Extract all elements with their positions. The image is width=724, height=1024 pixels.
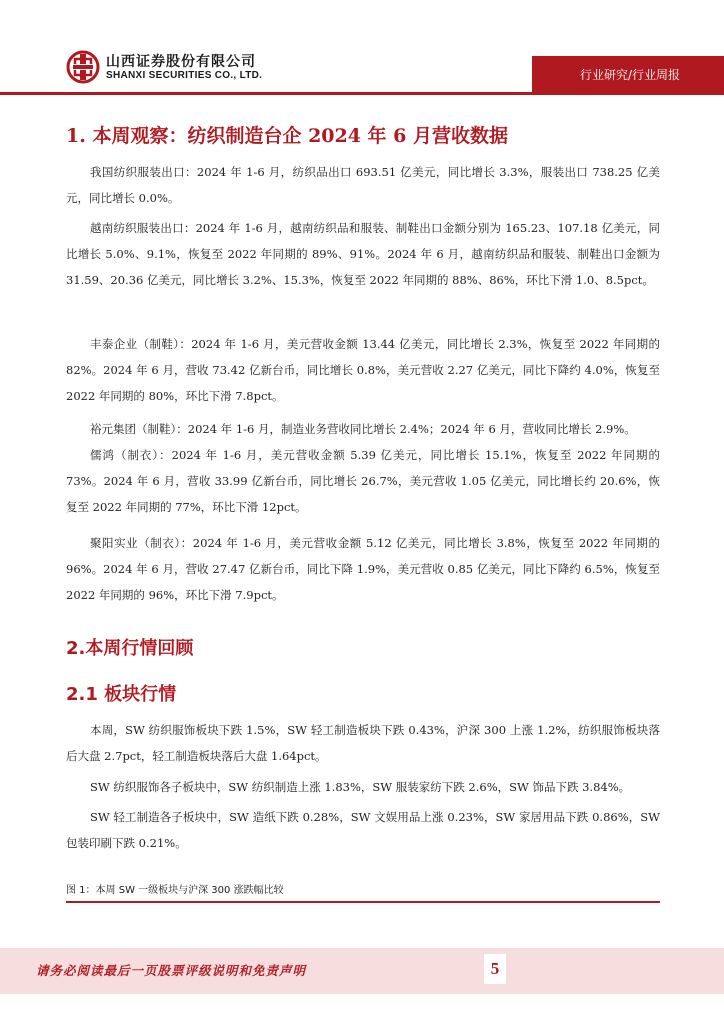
page-footer [0,948,724,994]
figure-divider [66,901,660,903]
paragraph-sector-overview: 本周，SW 纺织服饰板块下跌 1.5%，SW 轻工制造板块下跌 0.43%，沪深 300 上涨 1.2%，纺织服饰板块落后大盘 2.7pct，轻工制造板块落后大盘 1.64pct。 [66,723,660,763]
page-number: 5 [484,954,506,984]
section-2-title: 2.本周行情回顾 [66,638,194,659]
paragraph-light-industry-subsectors: SW 轻工制造各子板块中，SW 造纸下跌 0.28%，SW 文娱用品上涨 0.23%，SW 家居用品下跌 0.86%，SW 包装印刷下跌 0.21%。 [66,810,660,850]
section-1-title: 1. 本周观察：纺织制造台企 2024 年 6 月营收数据 [66,125,509,147]
page-header [0,0,724,96]
company-name-en: SHANXI SECURITIES CO., LTD. [106,70,263,81]
paragraph-eclat: 儒鸿（制衣）：2024 年 1-6 月，美元营收金额 5.39 亿美元，同比增长 15.1%，恢复至 2022 年同期的 73%。2024 年 6 月，营收 33.99 亿新台币，同比增长 26.7%，美元营收 1.05 亿美元，同比增长约 20.6%，恢复至 2022 年同期的 77%，环比下滑 12pct。 [66,448,660,514]
paragraph-feng-tay: 丰泰企业（制鞋）：2024 年 1-6 月，美元营收金额 13.44 亿美元，同比增长 2.3%，恢复至 2022 年同期的 82%。2024 年 6 月，营收 73.42 亿新台币，同比增长 0.8%，美元营收 2.27 亿美元，同比下降约 4.0%，恢复至 2022 年同期的 80%，环比下滑 7.8pct。 [66,337,660,403]
disclaimer-text: 请务必阅读最后一页股票评级说明和免责声明 [36,963,307,978]
paragraph-china-exports: 我国纺织服装出口：2024 年 1-6 月，纺织品出口 693.51 亿美元，同比增长 3.3%，服装出口 738.25 亿美元，同比增长 0.0%。 [66,165,660,205]
paragraph-yue-yuen: 裕元集团（制鞋）：2024 年 1-6 月，制造业务营收同比增长 2.4%；2024 年 6 月，营收同比增长 2.9%。 [90,422,636,436]
section-2-1-title: 2.1 板块行情 [66,684,177,705]
header-divider [0,92,724,95]
shanxi-securities-logo-icon [66,50,100,84]
figure-caption: 图 1：本周 SW 一级板块与沪深 300 涨跌幅比较 [66,885,284,896]
report-type-badge: 行业研究/行业周报 [532,56,724,92]
company-name-cn: 山西证券股份有限公司 [106,54,256,70]
paragraph-textile-subsectors: SW 纺织服饰各子板块中，SW 纺织制造上涨 1.83%，SW 服装家纺下跌 2.6%，SW 饰品下跌 3.84%。 [90,780,631,794]
paragraph-vietnam-exports: 越南纺织服装出口：2024 年 1-6 月，越南纺织品和服装、制鞋出口金额分别为 165.23、107.18 亿美元，同比增长 5.0%、9.1%，恢复至 2022 年同期的 89%、91%。2024 年 6 月，越南纺织品和服装、制鞋出口金额为 31.59、20.36 亿美元，同比增长 3.2%、15.3%，恢复至 2022 年同期的 88%、86%，环比下滑 1.0、8.5pct。 [66,221,660,287]
paragraph-makalot: 聚阳实业（制衣）：2024 年 1-6 月，美元营收金额 5.12 亿美元，同比增长 3.8%，恢复至 2022 年同期的 96%。2024 年 6 月，营收 27.47 亿新台币，同比下降 1.9%，美元营收 0.85 亿美元，同比下降约 6.5%，恢复至 2022 年同期的 96%，环比下滑 7.9pct。 [66,536,660,602]
